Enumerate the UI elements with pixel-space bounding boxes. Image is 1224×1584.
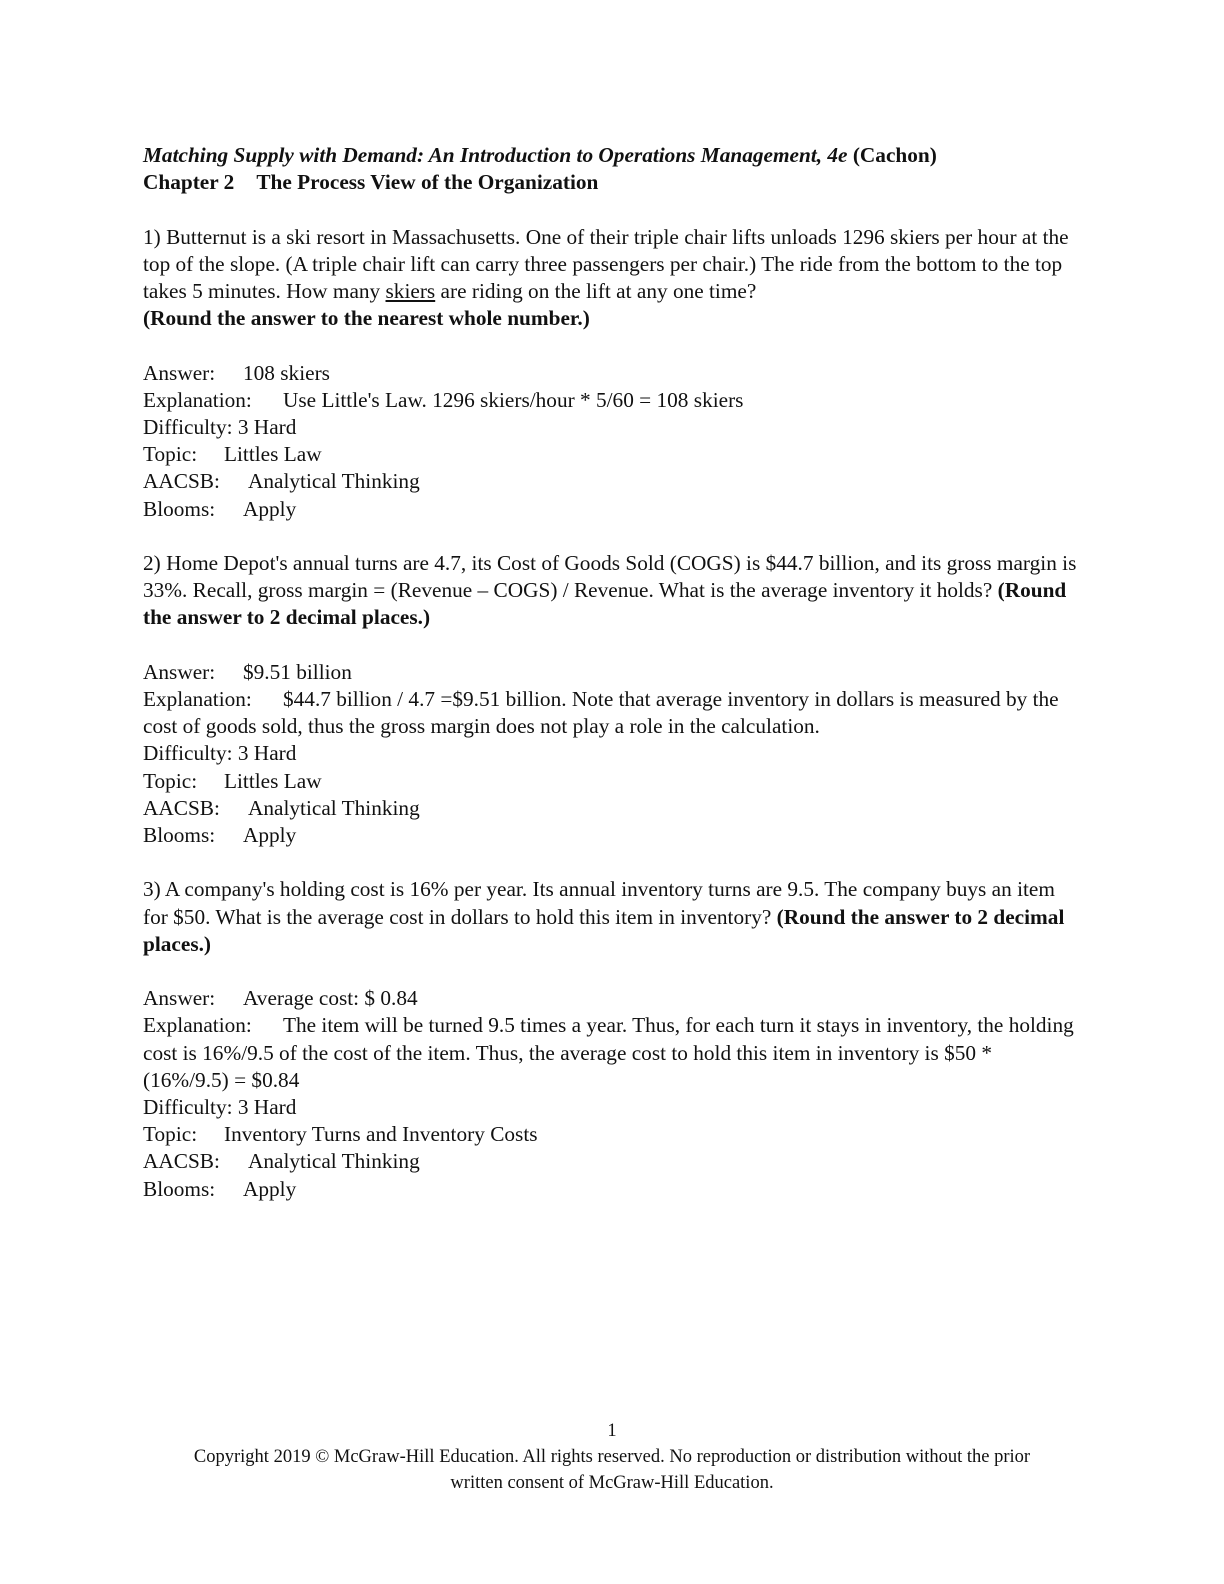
answer-label: Answer: [143, 986, 216, 1011]
blooms-line [143, 1176, 1083, 1203]
aacsb-line [143, 795, 1083, 822]
rounding-instruction: (Round the answer to the nearest whole number.) [143, 306, 590, 331]
blooms-line [143, 822, 1083, 849]
underlined-word: skiers [385, 279, 436, 303]
topic-label: Topic: [143, 1122, 198, 1147]
aacsb-value: Analytical Thinking [248, 1149, 420, 1174]
copyright-line-1: Copyright 2019 © McGraw-Hill Education. All rights reserved. No reproduction or distribution without the prior [193, 1447, 1031, 1467]
aacsb-value: Analytical Thinking [248, 469, 420, 494]
answer-line [143, 985, 1083, 1012]
difficulty-line: Difficulty: 3 Hard [143, 415, 297, 439]
explanation-line [143, 686, 1083, 740]
chapter-label: Chapter 2 [143, 170, 235, 195]
aacsb-value: Analytical Thinking [248, 795, 420, 820]
blooms-label: Blooms: [143, 496, 216, 521]
answer-line [143, 360, 1083, 387]
chapter-title: The Process View of the Organization [256, 170, 599, 195]
rounding-instruction: (Round the answer to 2 decimal places.) [143, 578, 1067, 630]
question-text [143, 224, 1083, 333]
answer-label: Answer: [143, 659, 216, 684]
explanation-value: $44.7 billion / 4.7 =$9.51 billion. Note that average inventory in dollars is measured by the cost of goods sold, thus the gross margin does not play a role in the calculation. [143, 687, 1059, 739]
question-block-1 [143, 224, 1083, 523]
question-text-part: are riding on the lift at any one time? [435, 279, 757, 303]
question-text [143, 550, 1083, 632]
question-text-part: 1) Butternut is a ski resort in Massachusetts. One of their triple chair lifts unloads 1296 skiers per hour at the top of the slope. (A triple chair lift can carry three passengers per chair.) The ride from the bottom to the top takes 5 minutes. How many [143, 224, 1069, 303]
blooms-line [143, 496, 1083, 523]
answer-value: 108 skiers [243, 360, 330, 385]
difficulty-line: Difficulty: 3 Hard [143, 1095, 297, 1120]
book-title: Matching Supply with Demand: An Introduction to Operations Management, 4e [143, 143, 848, 167]
topic-line [143, 768, 1083, 795]
copyright-line-2: written consent of McGraw-Hill Education. [450, 1473, 774, 1493]
document-page [143, 142, 1083, 1203]
topic-line [143, 1121, 1083, 1148]
aacsb-label: AACSB: [143, 469, 220, 494]
aacsb-label: AACSB: [143, 1149, 220, 1174]
answer-value: $9.51 billion [243, 659, 352, 684]
blooms-value: Apply [243, 496, 297, 521]
topic-label: Topic: [143, 768, 198, 793]
aacsb-line [143, 468, 1083, 495]
topic-value: Littles Law [224, 768, 322, 793]
answer-value: Average cost: $ 0.84 [243, 986, 418, 1011]
page-footer [0, 1418, 1224, 1496]
blooms-value: Apply [243, 823, 297, 848]
topic-line [143, 441, 1083, 468]
topic-value: Inventory Turns and Inventory Costs [224, 1122, 538, 1147]
rounding-instruction: (Round the answer to 2 decimal places.) [143, 904, 1065, 956]
explanation-label: Explanation: [143, 687, 252, 711]
question-block-3 [143, 876, 1083, 1202]
explanation-line [143, 1012, 1083, 1094]
blooms-label: Blooms: [143, 1176, 216, 1201]
answer-line [143, 659, 1083, 686]
page-number: 1 [607, 1421, 617, 1441]
question-text-part: 3) A company's holding cost is 16% per year. Its annual inventory turns are 9.5. The company buys an item for $50. What is the average cost in dollars to hold this item in inventory? [143, 877, 1055, 929]
aacsb-line [143, 1148, 1083, 1175]
aacsb-label: AACSB: [143, 795, 220, 820]
book-author: (Cachon) [852, 143, 937, 167]
explanation-label: Explanation: [143, 387, 252, 412]
topic-value: Littles Law [224, 442, 322, 467]
chapter-heading [143, 169, 1083, 196]
blooms-label: Blooms: [143, 823, 216, 848]
blooms-value: Apply [243, 1176, 297, 1201]
explanation-line [143, 387, 1083, 414]
question-text [143, 876, 1083, 958]
explanation-value: The item will be turned 9.5 times a year. Thus, for each turn it stays in inventory, the holding cost is 16%/9.5 of the cost of the item. Thus, the average cost to hold this item in inventory is $50 * (16%/9.5) = $0.84 [143, 1013, 1074, 1092]
explanation-label: Explanation: [143, 1013, 252, 1038]
question-text-part: 2) Home Depot's annual turns are 4.7, its Cost of Goods Sold (COGS) is $44.7 billion, and its gross margin is 33%. Recall, gross margin = (Revenue – COGS) / Revenue. What is the average inventory it holds? [143, 551, 1077, 603]
book-header [143, 142, 1083, 169]
answer-label: Answer: [143, 360, 216, 385]
topic-label: Topic: [143, 442, 198, 467]
question-block-2 [143, 550, 1083, 849]
difficulty-line: Difficulty: 3 Hard [143, 741, 297, 766]
explanation-value: Use Little's Law. 1296 skiers/hour * 5/60 = 108 skiers [283, 387, 744, 412]
